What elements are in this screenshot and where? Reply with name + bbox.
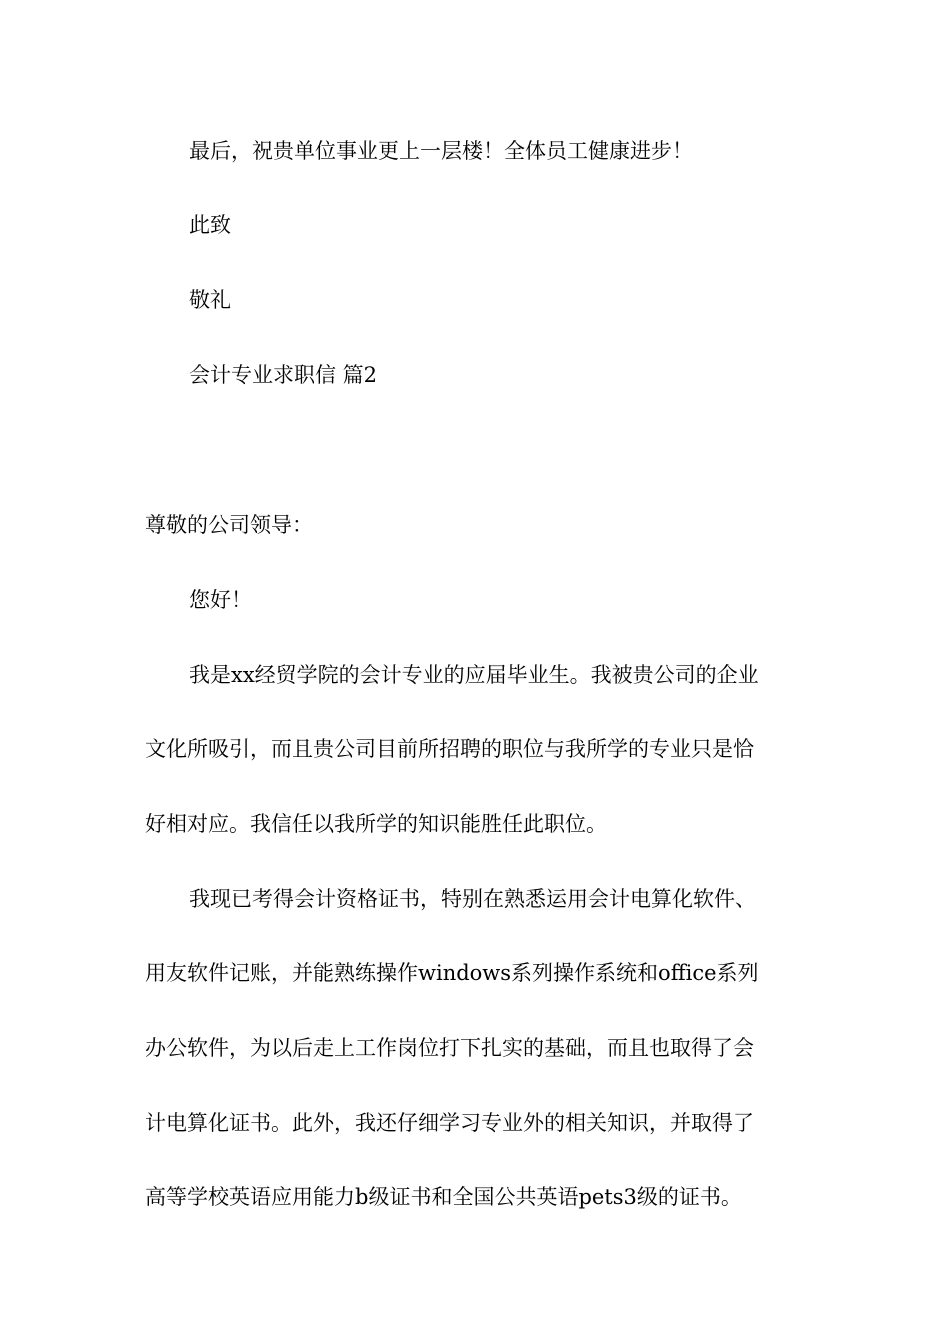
closing-regards: 敬礼 xyxy=(189,288,231,312)
paragraph-line: 文化所吸引，而且贵公司目前所招聘的职位与我所学的专业只是恰 xyxy=(145,737,754,761)
closing-salutation: 此致 xyxy=(189,213,231,237)
closing-wish: 最后，祝贵单位事业更上一层楼！全体员工健康进步！ xyxy=(189,139,693,163)
paragraph-line: 我是xx经贸学院的会计专业的应届毕业生。我被贵公司的企业 xyxy=(189,663,759,687)
paragraph-line: 高等学校英语应用能力b级证书和全国公共英语pets3级的证书。 xyxy=(145,1185,742,1209)
section-heading: 会计专业求职信 篇2 xyxy=(189,363,378,387)
paragraph-line: 好相对应。我信任以我所学的知识能胜任此职位。 xyxy=(145,812,607,836)
paragraph-line: 办公软件，为以后走上工作岗位打下扎实的基础，而且也取得了会 xyxy=(145,1036,754,1060)
paragraph-line: 用友软件记账，并能熟练操作windows系列操作系统和office系列 xyxy=(145,961,759,985)
letter-hello: 您好！ xyxy=(189,588,252,612)
paragraph-line: 计电算化证书。此外，我还仔细学习专业外的相关知识，并取得了 xyxy=(145,1111,754,1135)
letter-greeting: 尊敬的公司领导： xyxy=(145,513,313,537)
paragraph-line: 我现已考得会计资格证书，特别在熟悉运用会计电算化软件、 xyxy=(189,887,756,911)
